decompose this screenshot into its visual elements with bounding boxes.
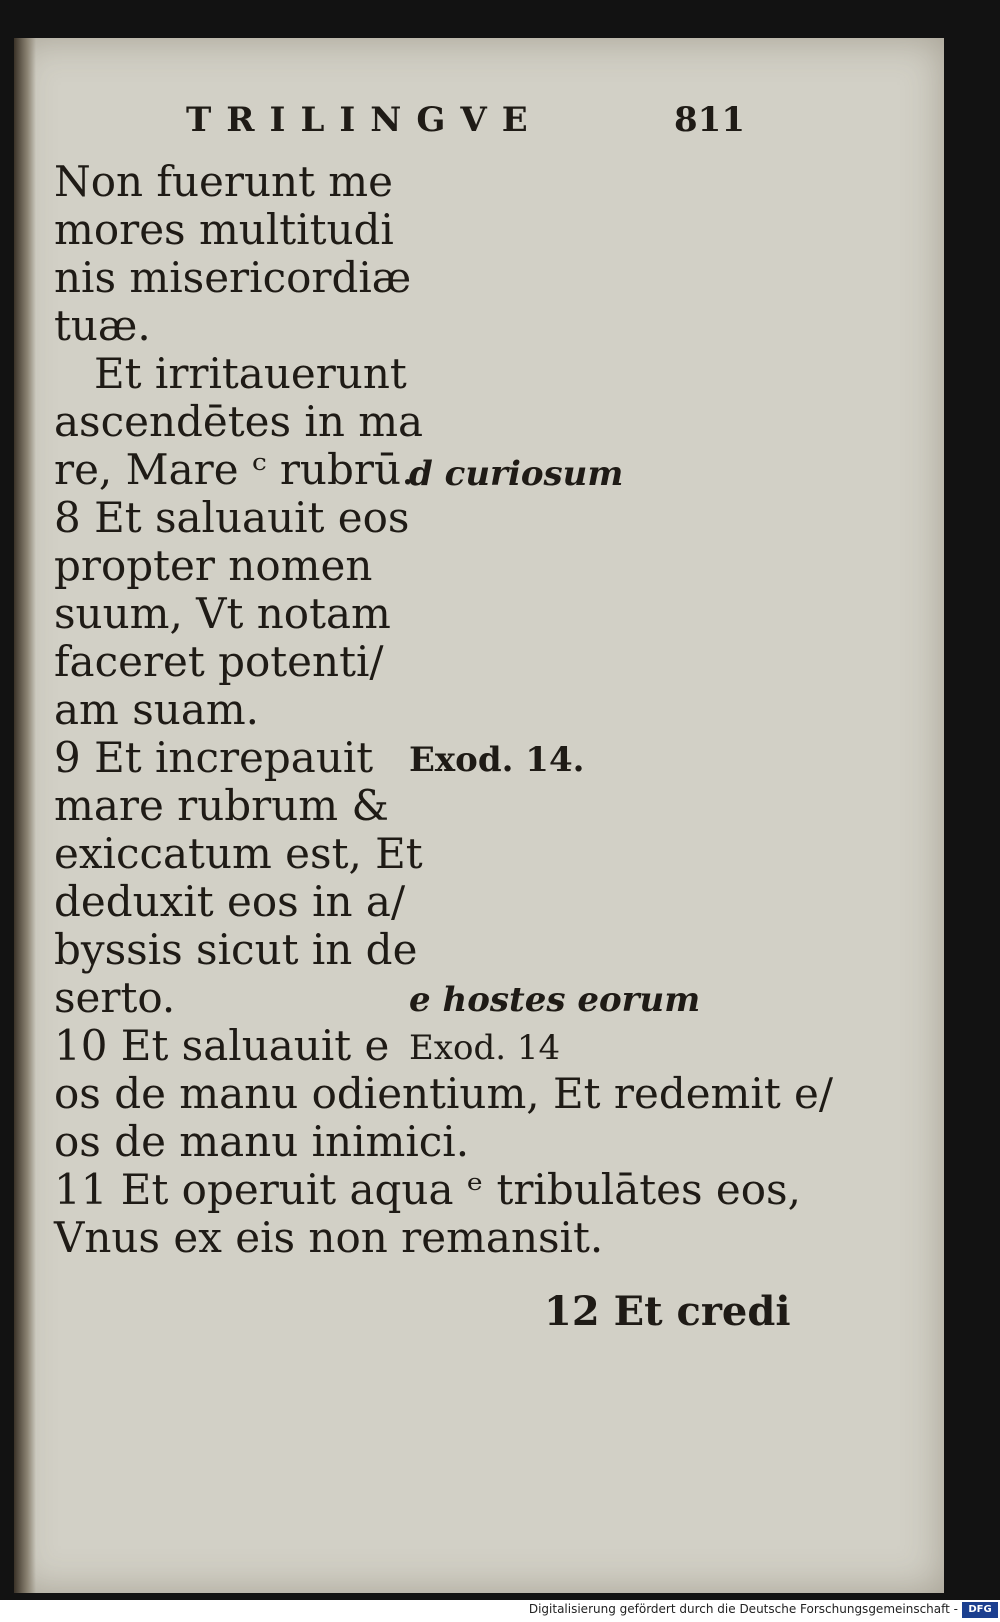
margin-note-reference: Exod. 14. — [409, 740, 585, 780]
text-line: nis misericordiæ — [54, 253, 412, 302]
margin-note-gloss: d curiosum — [409, 454, 624, 494]
running-title: TRILINGVE — [186, 100, 543, 140]
book-spine-shadow — [14, 38, 36, 1593]
text-line: byssis sicut in de — [54, 925, 418, 974]
text-line: Vnus ex eis non remansit. — [54, 1213, 604, 1262]
text-line: os de manu inimici. — [54, 1117, 470, 1166]
margin-note-reference: Exod. 14 — [409, 1028, 561, 1068]
catchword: 12 Et credi — [544, 1288, 791, 1335]
text-line: faceret potenti/ — [54, 637, 384, 686]
text-line: 11 Et operuit aqua ᵉ tribulātes eos, — [54, 1165, 801, 1214]
text-line: tuæ. — [54, 301, 151, 350]
margin-note-gloss: e hostes eorum — [409, 980, 701, 1020]
text-line: mare rubrum & — [54, 781, 389, 830]
text-line: re, Mare ᶜ rubrū. — [54, 445, 415, 494]
text-line: 10 Et saluauit e — [54, 1021, 390, 1070]
digitization-credit: Digitalisierung gefördert durch die Deutsche Forschungsgemeinschaft - — [528, 1602, 958, 1616]
text-line: am suam. — [54, 685, 260, 734]
page-number: 811 — [674, 100, 745, 140]
text-line: deduxit eos in a/ — [54, 877, 406, 926]
text-line: 9 Et increpauit — [54, 733, 374, 782]
text-line: os de manu odientium, Et redemit e/ — [54, 1069, 834, 1118]
dfg-logo: DFG — [962, 1602, 998, 1618]
text-line: mores multitudi — [54, 205, 394, 254]
text-line: serto. — [54, 973, 176, 1022]
text-line: 8 Et saluauit eos — [54, 493, 410, 542]
text-line: Et irritauerunt — [94, 349, 407, 398]
text-line: Non fuerunt me — [54, 157, 393, 206]
text-line: propter nomen — [54, 541, 373, 590]
text-line: ascendētes in ma — [54, 397, 424, 446]
text-line: suum, Vt notam — [54, 589, 391, 638]
book-page — [14, 38, 944, 1593]
text-line: exiccatum est, Et — [54, 829, 423, 878]
